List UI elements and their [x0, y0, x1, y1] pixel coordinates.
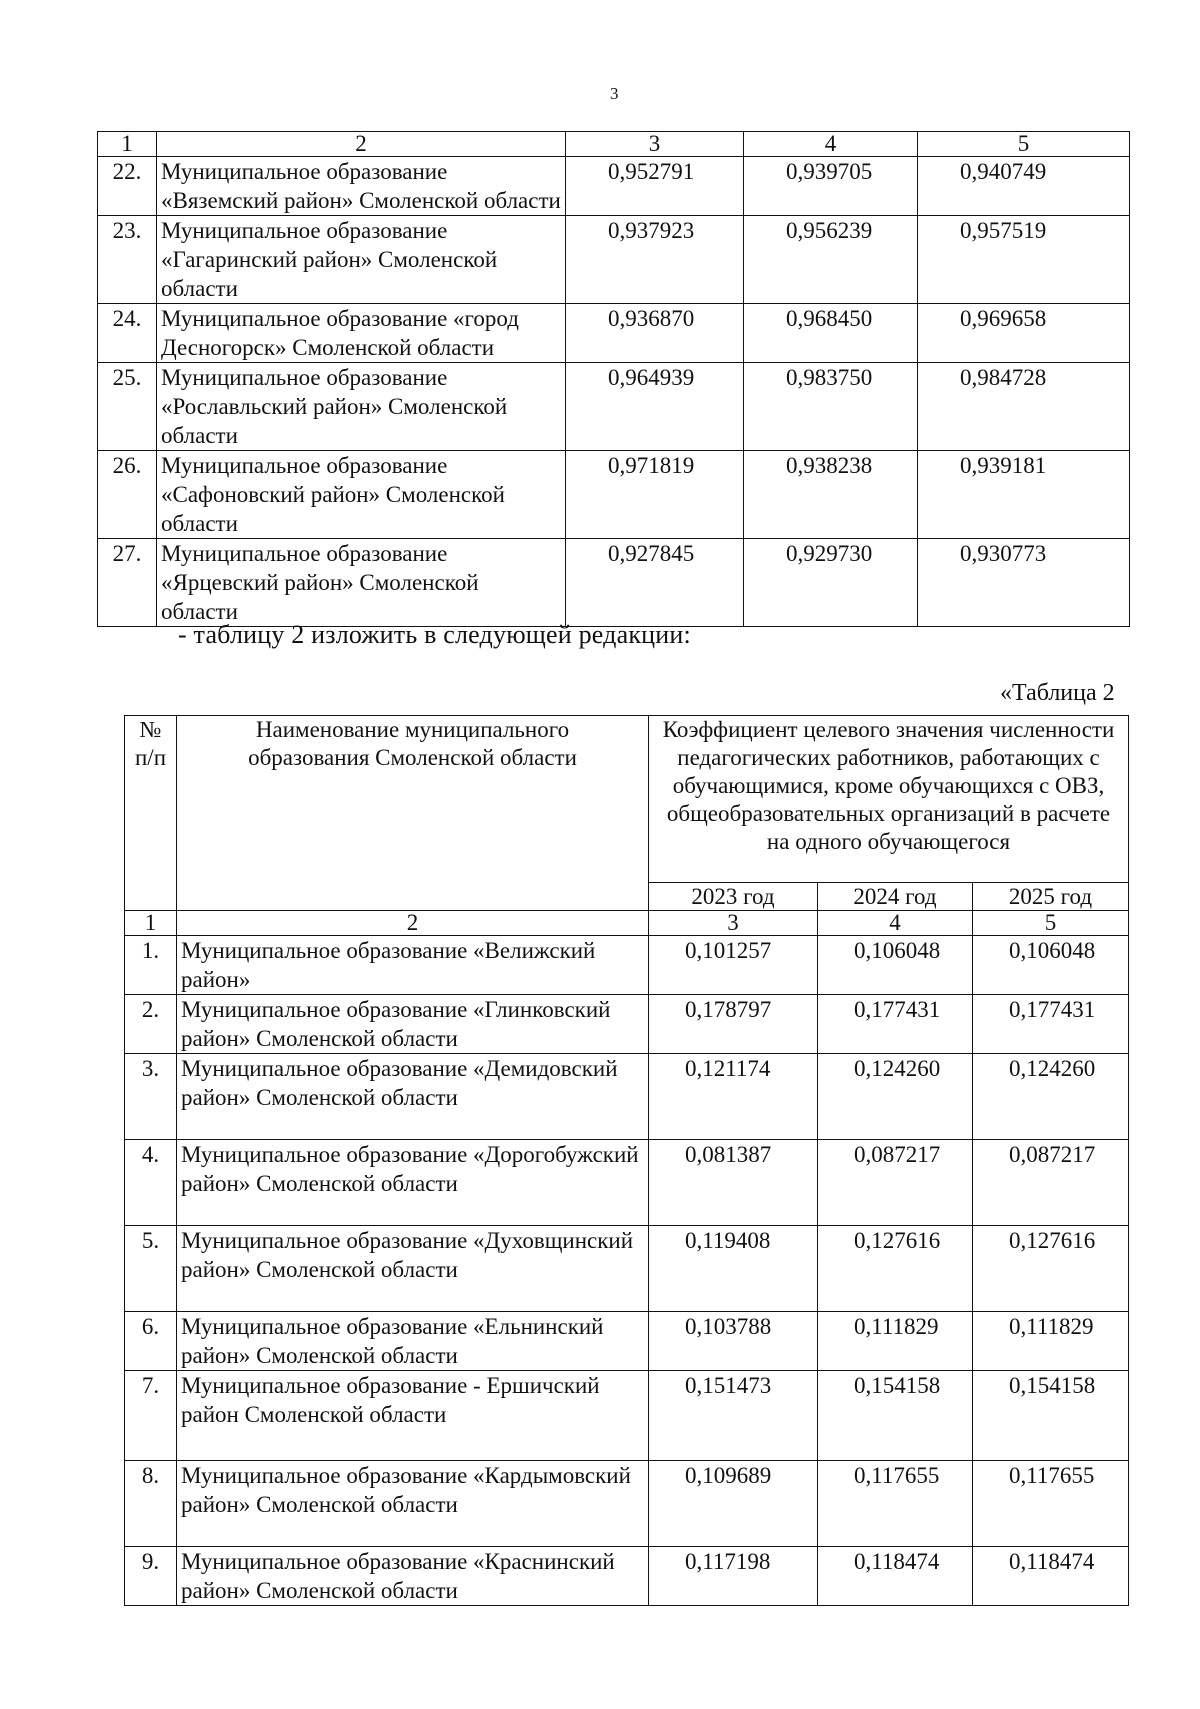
- value-2025: 0,154158: [973, 1371, 1129, 1461]
- municipality-name: Муниципальное образование «Духовщинский район» Смоленской области: [177, 1226, 649, 1312]
- value-col-5: 0,957519: [918, 216, 1130, 304]
- municipality-name: Муниципальное образование «Дорогобужский район» Смоленской области: [177, 1140, 649, 1226]
- table-row: [125, 1054, 1129, 1140]
- value-2024: 0,127616: [818, 1226, 973, 1312]
- value-col-5: 0,940749: [918, 157, 1130, 216]
- municipality-name: Муниципальное образование «Демидовский район» Смоленской области: [177, 1054, 649, 1140]
- municipality-name: Муниципальное образование «Рославльский район» Смоленской области: [157, 363, 566, 451]
- value-2024: 0,087217: [818, 1140, 973, 1226]
- row-number: 9.: [125, 1547, 177, 1606]
- index-cell: 2: [177, 911, 649, 936]
- value-2025: 0,127616: [973, 1226, 1129, 1312]
- row-number: 2.: [125, 995, 177, 1054]
- value-2024: 0,111829: [818, 1312, 973, 1371]
- value-2025: 0,087217: [973, 1140, 1129, 1226]
- value-col-5: 0,984728: [918, 363, 1130, 451]
- value-2023: 0,178797: [649, 995, 818, 1054]
- year-2025: 2025 год: [973, 883, 1129, 911]
- value-2025: 0,111829: [973, 1312, 1129, 1371]
- table-row: [98, 451, 1130, 539]
- value-col-4: 0,939705: [744, 157, 918, 216]
- value-2025: 0,124260: [973, 1054, 1129, 1140]
- value-2025: 0,106048: [973, 936, 1129, 995]
- header-cell: 4: [744, 132, 918, 157]
- index-cell: 4: [818, 911, 973, 936]
- page-number: 3: [610, 84, 619, 103]
- instruction-text: - таблицу 2 изложить в следующей редакции:: [178, 620, 691, 649]
- year-2024: 2024 год: [818, 883, 973, 911]
- header-number: № п/п: [125, 716, 177, 911]
- table-2-header-row: [125, 716, 1129, 883]
- value-col-5: 0,930773: [918, 539, 1130, 627]
- municipality-name: Муниципальное образование «Краснинский район» Смоленской области: [177, 1547, 649, 1606]
- table-row: [125, 1140, 1129, 1226]
- value-col-3: 0,936870: [566, 304, 744, 363]
- table-row: [125, 1312, 1129, 1371]
- municipality-name: Муниципальное образование «Велижский район»: [177, 936, 649, 995]
- row-number: 24.: [98, 304, 157, 363]
- municipality-name: Муниципальное образование «Ярцевский район» Смоленской области: [157, 539, 566, 627]
- table-2: [124, 715, 1129, 1606]
- row-number: 23.: [98, 216, 157, 304]
- value-2023: 0,109689: [649, 1461, 818, 1547]
- value-2024: 0,154158: [818, 1371, 973, 1461]
- value-2023: 0,119408: [649, 1226, 818, 1312]
- value-2025: 0,118474: [973, 1547, 1129, 1606]
- value-2025: 0,117655: [973, 1461, 1129, 1547]
- header-cell: 3: [566, 132, 744, 157]
- value-2023: 0,121174: [649, 1054, 818, 1140]
- table-row: [125, 1547, 1129, 1606]
- value-2025: 0,177431: [973, 995, 1129, 1054]
- row-number: 4.: [125, 1140, 177, 1226]
- index-cell: 3: [649, 911, 818, 936]
- table-row: [125, 995, 1129, 1054]
- table-row: [98, 304, 1130, 363]
- header-cell: 1: [98, 132, 157, 157]
- value-col-5: 0,939181: [918, 451, 1130, 539]
- value-col-3: 0,937923: [566, 216, 744, 304]
- row-number: 26.: [98, 451, 157, 539]
- municipality-name: Муниципальное образование «город Десногорск» Смоленской области: [157, 304, 566, 363]
- value-2023: 0,101257: [649, 936, 818, 995]
- municipality-name: Муниципальное образование «Вяземский район» Смоленской области: [157, 157, 566, 216]
- value-2024: 0,124260: [818, 1054, 973, 1140]
- value-col-3: 0,927845: [566, 539, 744, 627]
- table-row: [125, 936, 1129, 995]
- table-1-continuation: [97, 131, 1130, 627]
- row-number: 27.: [98, 539, 157, 627]
- value-col-4: 0,929730: [744, 539, 918, 627]
- table-1-header-row: [98, 132, 1130, 157]
- row-number: 25.: [98, 363, 157, 451]
- value-2024: 0,117655: [818, 1461, 973, 1547]
- table-row: [98, 539, 1130, 627]
- index-cell: 1: [125, 911, 177, 936]
- value-col-4: 0,983750: [744, 363, 918, 451]
- value-col-4: 0,938238: [744, 451, 918, 539]
- municipality-name: Муниципальное образование «Глинковский район» Смоленской области: [177, 995, 649, 1054]
- row-number: 3.: [125, 1054, 177, 1140]
- table-row: [125, 1461, 1129, 1547]
- municipality-name: Муниципальное образование «Гагаринский район» Смоленской области: [157, 216, 566, 304]
- table-2-caption: «Таблица 2: [1000, 680, 1115, 706]
- value-col-5: 0,969658: [918, 304, 1130, 363]
- value-2024: 0,177431: [818, 995, 973, 1054]
- row-number: 7.: [125, 1371, 177, 1461]
- municipality-name: Муниципальное образование «Кардымовский район» Смоленской области: [177, 1461, 649, 1547]
- municipality-name: Муниципальное образование «Ельнинский район» Смоленской области: [177, 1312, 649, 1371]
- table-row: [125, 1371, 1129, 1461]
- row-number: 22.: [98, 157, 157, 216]
- municipality-name: Муниципальное образование - Ершичский район Смоленской области: [177, 1371, 649, 1461]
- value-2024: 0,118474: [818, 1547, 973, 1606]
- header-municipality: Наименование муниципального образования Смоленской области: [177, 716, 649, 911]
- header-coefficient: Коэффициент целевого значения численности педагогических работников, работающих с обучающимися, кроме обучающихся с ОВЗ, общеобразовательных организаций в расчете на одного обучающегося: [649, 716, 1129, 883]
- municipality-name: Муниципальное образование «Сафоновский район» Смоленской области: [157, 451, 566, 539]
- header-cell: 5: [918, 132, 1130, 157]
- table-row: [125, 1226, 1129, 1312]
- row-number: 5.: [125, 1226, 177, 1312]
- table-2-index-row: [125, 911, 1129, 936]
- value-2023: 0,081387: [649, 1140, 818, 1226]
- value-2023: 0,117198: [649, 1547, 818, 1606]
- row-number: 8.: [125, 1461, 177, 1547]
- year-2023: 2023 год: [649, 883, 818, 911]
- value-col-4: 0,968450: [744, 304, 918, 363]
- value-2023: 0,103788: [649, 1312, 818, 1371]
- table-row: [98, 157, 1130, 216]
- value-col-3: 0,952791: [566, 157, 744, 216]
- row-number: 1.: [125, 936, 177, 995]
- index-cell: 5: [973, 911, 1129, 936]
- table-row: [98, 363, 1130, 451]
- value-col-4: 0,956239: [744, 216, 918, 304]
- value-2024: 0,106048: [818, 936, 973, 995]
- row-number: 6.: [125, 1312, 177, 1371]
- table-row: [98, 216, 1130, 304]
- value-2023: 0,151473: [649, 1371, 818, 1461]
- value-col-3: 0,964939: [566, 363, 744, 451]
- header-cell: 2: [157, 132, 566, 157]
- value-col-3: 0,971819: [566, 451, 744, 539]
